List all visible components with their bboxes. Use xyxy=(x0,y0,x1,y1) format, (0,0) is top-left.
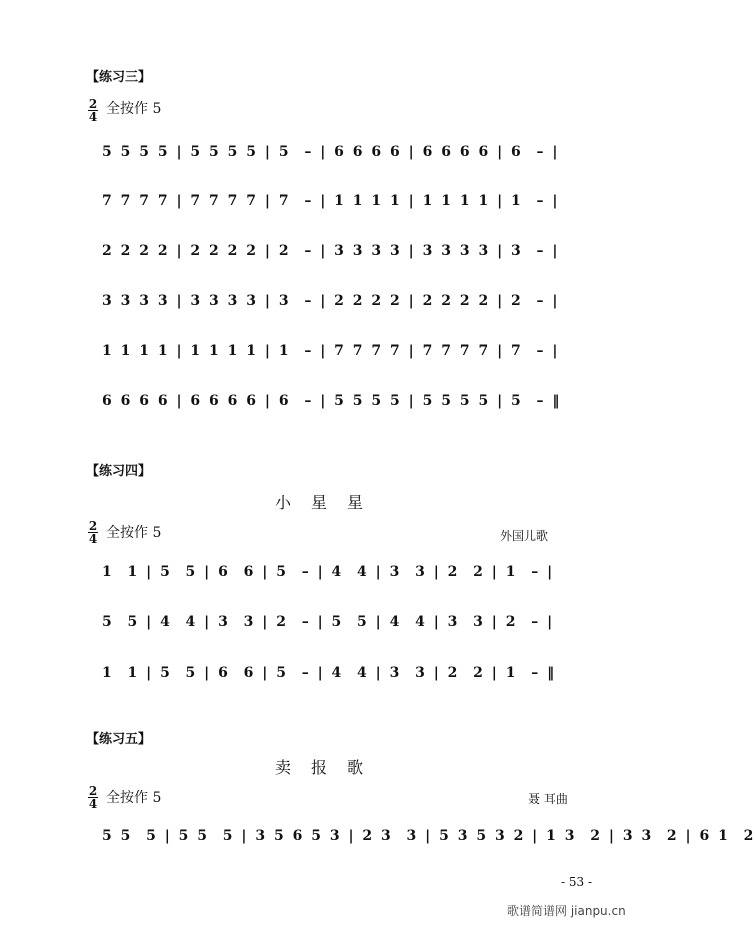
tempo-note: 5 xyxy=(152,790,162,806)
song-title-twinkle: 小星星 xyxy=(275,493,384,512)
tempo-note: 5 xyxy=(152,101,162,117)
time-signature-top: 2 xyxy=(88,519,98,533)
exercise3-row: 7 7 7 7 | 7 7 7 7 | 7 – | 1 1 1 1 | 1 1 1 1 | 1 – | xyxy=(102,193,560,209)
time-signature-top: 2 xyxy=(88,97,98,111)
time-signature xyxy=(88,521,98,544)
exercise3-row: 5 5 5 5 | 5 5 5 5 | 5 – | 6 6 6 6 | 6 6 6 6 | 6 – | xyxy=(102,144,560,160)
exercise3-row: 3 3 3 3 | 3 3 3 3 | 3 – | 2 2 2 2 | 2 2 2 2 | 2 – | xyxy=(102,293,560,309)
exercise3-row: 6 6 6 6 | 6 6 6 6 | 6 – | 5 5 5 5 | 5 5 5 5 | 5 – ‖ xyxy=(102,393,562,409)
time-signature-bottom: 4 xyxy=(88,110,98,124)
time-signature-bottom: 4 xyxy=(88,797,98,811)
tempo-marking xyxy=(106,787,161,807)
song1-row: 1 1 | 5 5 | 6 6 | 5 – | 4 4 | 3 3 | 2 2 | 1 – ‖ xyxy=(102,665,557,681)
section-title-exercise-4: 【练习四】 xyxy=(86,464,152,479)
composer-credit: 外国儿歌 xyxy=(500,529,549,543)
time-signature xyxy=(88,786,98,809)
tempo-marking xyxy=(106,522,161,542)
section-title-exercise-3: 【练习三】 xyxy=(86,70,152,85)
song1-row: 1 1 | 5 5 | 6 6 | 5 – | 4 4 | 3 3 | 2 2 | 1 – | xyxy=(102,564,555,580)
tempo-text: 全按作 xyxy=(106,790,148,806)
watermark: 歌谱简谱网 jianpu.cn xyxy=(507,904,626,918)
time-signature-bottom: 4 xyxy=(88,532,98,546)
tempo-marking xyxy=(106,98,161,118)
time-signature-top: 2 xyxy=(88,784,98,798)
time-signature xyxy=(88,99,98,122)
song-title-newspaper: 卖报歌 xyxy=(275,758,384,777)
song2-row: 5 5 5 | 5 5 5 | 3 5 6 5 3 | 2 3 3 | 5 3 5 3 2 | 1 3 2 | 3 3 2 | 6 1 2 xyxy=(102,828,755,844)
exercise3-row: 2 2 2 2 | 2 2 2 2 | 2 – | 3 3 3 3 | 3 3 3 3 | 3 – | xyxy=(102,243,560,259)
section-title-exercise-5: 【练习五】 xyxy=(86,732,152,747)
page-number: - 53 - xyxy=(561,875,593,889)
tempo-note: 5 xyxy=(152,525,162,541)
exercise3-row: 1 1 1 1 | 1 1 1 1 | 1 – | 7 7 7 7 | 7 7 7 7 | 7 – | xyxy=(102,343,560,359)
song1-row: 5 5 | 4 4 | 3 3 | 2 – | 5 5 | 4 4 | 3 3 | 2 – | xyxy=(102,614,555,630)
composer-credit: 聂 耳曲 xyxy=(528,792,568,806)
tempo-text: 全按作 xyxy=(106,101,148,117)
tempo-text: 全按作 xyxy=(106,525,148,541)
